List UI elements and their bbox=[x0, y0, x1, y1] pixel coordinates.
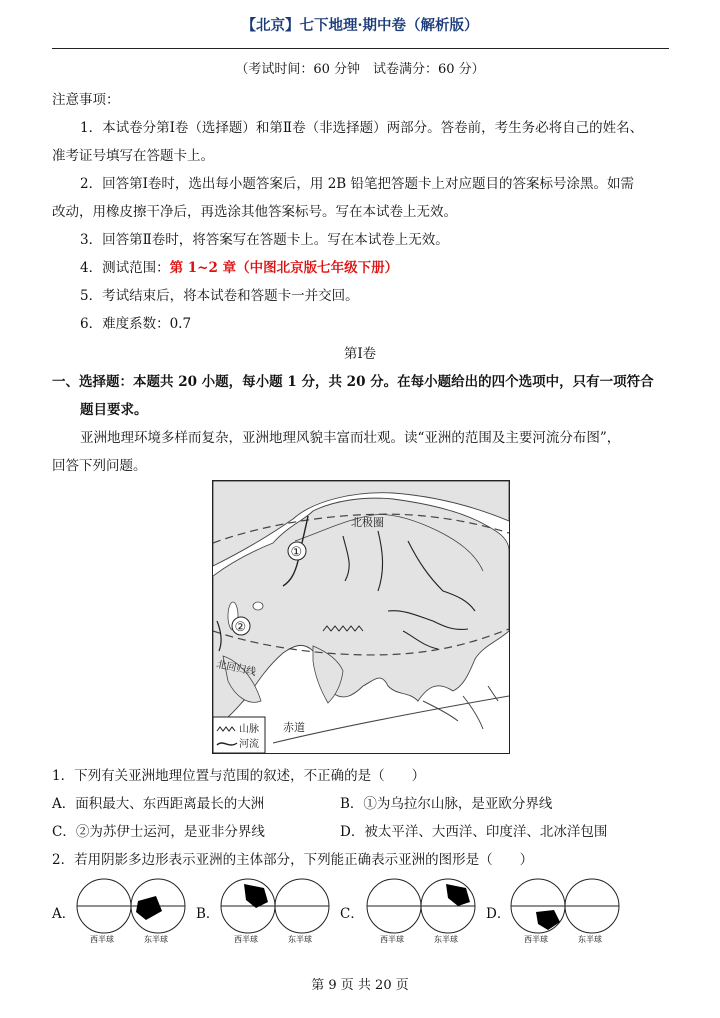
label-tropic-of-cancer: 北回归线 bbox=[215, 659, 257, 679]
question-1-option-c: C．②为苏伊士运河，是亚非分界线 bbox=[52, 824, 265, 840]
marker-1: ① bbox=[290, 545, 303, 560]
globe-option-a bbox=[76, 876, 188, 946]
header-rule bbox=[52, 48, 669, 49]
notice-item-4 bbox=[80, 256, 398, 276]
question-2-stem: 2．若用阴影多边形表示亚洲的主体部分，下列能正确表示亚洲的图形是（ ） bbox=[52, 852, 534, 868]
legend-river-label: 河流 bbox=[239, 739, 259, 750]
notice-item-2: 2．回答第Ⅰ卷时，选出每小题答案后，用 2B 铅笔把答题卡上对应题目的答案标号涂黑。如需 bbox=[80, 176, 635, 192]
asia-map bbox=[212, 480, 510, 754]
page-header-title: 【北京】七下地理·期中卷（解析版） bbox=[241, 17, 479, 34]
west-hemisphere-label: 西半球 bbox=[234, 935, 258, 944]
intro-text-cont: 回答下列问题。 bbox=[52, 458, 147, 474]
notice-item-1-cont: 准考证号填写在答题卡上。 bbox=[52, 148, 214, 164]
question-2-option-c-label: C． bbox=[340, 906, 364, 922]
east-hemisphere-label: 东半球 bbox=[144, 935, 168, 944]
notice-item-6: 6．难度系数：0.7 bbox=[80, 316, 192, 332]
globe-option-c bbox=[366, 876, 478, 946]
globe-option-d bbox=[510, 876, 622, 946]
question-1-option-d: D．被太平洋、大西洋、印度洋、北冰洋包围 bbox=[340, 824, 608, 840]
question-2-option-b-label: B． bbox=[196, 906, 220, 922]
exam-info: （考试时间：60 分钟 试卷满分：60 分） bbox=[235, 62, 485, 77]
west-hemisphere-label: 西半球 bbox=[524, 935, 548, 944]
legend-mountain-label: 山脉 bbox=[239, 724, 259, 735]
notice-item-3: 3．回答第Ⅱ卷时，将答案写在答题卡上。写在本试卷上无效。 bbox=[80, 232, 449, 248]
question-1-option-b: B．①为乌拉尔山脉，是亚欧分界线 bbox=[340, 796, 553, 812]
intro-text: 亚洲地理环境多样而复杂，亚洲地理风貌丰富而壮观。读“亚洲的范围及主要河流分布图”， bbox=[80, 430, 621, 446]
question-2-option-d-label: D． bbox=[486, 906, 511, 922]
globe-option-b bbox=[220, 876, 332, 946]
west-hemisphere-label: 西半球 bbox=[90, 935, 114, 944]
asia-map-graphic bbox=[213, 481, 509, 753]
notice-item-5: 5．考试结束后，将本试卷和答题卡一并交回。 bbox=[80, 288, 359, 304]
notice-item-1: 1．本试卷分第Ⅰ卷（选择题）和第Ⅱ卷（非选择题）两部分。答卷前，考生务必将自己的姓名、 bbox=[80, 120, 644, 136]
notice-item-2-cont: 改动，用橡皮擦干净后，再选涂其他答案标号。写在本试卷上无效。 bbox=[52, 204, 457, 220]
east-hemisphere-label: 东半球 bbox=[288, 935, 312, 944]
test-scope: 第 1~2 章（中图北京版七年级下册） bbox=[169, 260, 399, 276]
page-footer: 第 9 页 共 20 页 bbox=[311, 978, 409, 993]
question-2-option-a-label: A． bbox=[52, 906, 76, 922]
marker-2: ② bbox=[234, 620, 247, 635]
west-hemisphere-label: 西半球 bbox=[380, 935, 404, 944]
label-arctic-circle: 北极圈 bbox=[351, 516, 384, 529]
notice-heading: 注意事项： bbox=[52, 92, 120, 108]
label-equator: 赤道 bbox=[283, 721, 305, 734]
east-hemisphere-label: 东半球 bbox=[578, 935, 602, 944]
east-hemisphere-label: 东半球 bbox=[434, 935, 458, 944]
notice-item-4-label: 4．测试范围： bbox=[80, 260, 170, 276]
question-1-stem: 1．下列有关亚洲地理位置与范围的叙述，不正确的是（ ） bbox=[52, 768, 426, 784]
section1-heading-cont: 题目要求。 bbox=[80, 402, 148, 418]
section1-heading: 一、选择题：本题共 20 小题，每小题 1 分，共 20 分。在每小题给出的四个选项中，只有一项符合 bbox=[52, 374, 654, 390]
volume-title: 第Ⅰ卷 bbox=[343, 346, 377, 362]
question-1-option-a: A．面积最大、东西距离最长的大洲 bbox=[52, 796, 265, 812]
